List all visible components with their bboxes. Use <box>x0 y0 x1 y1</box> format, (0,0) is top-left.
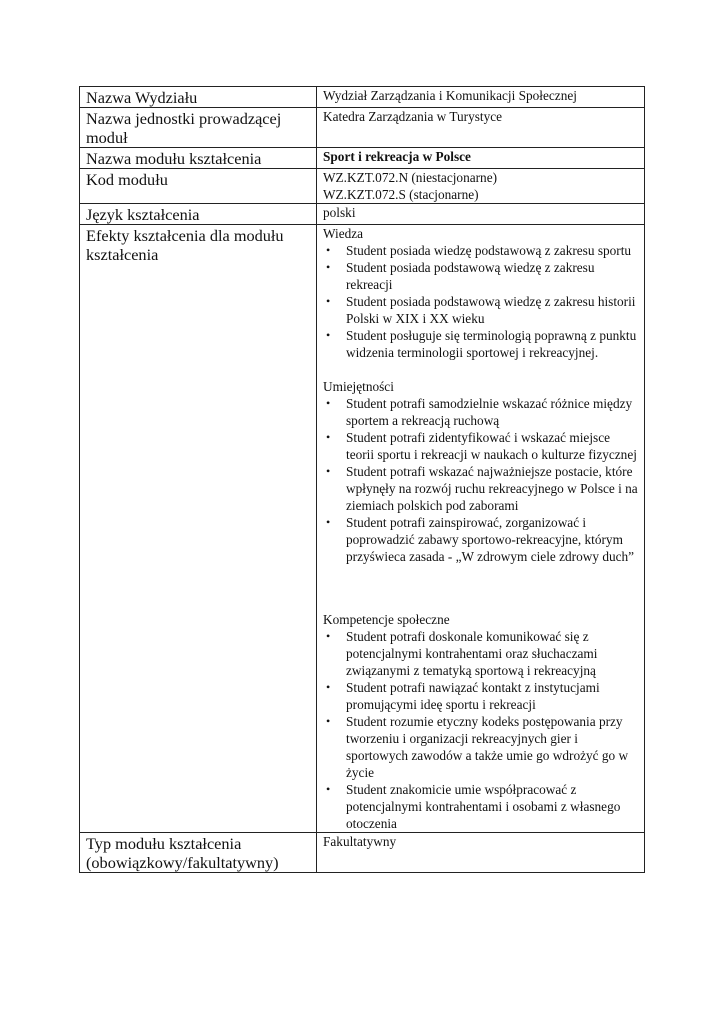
list-item-text: Student potrafi nawiązać kontakt z instytucjami promującymi ideę sportu i rekreacji <box>346 680 600 712</box>
list-item <box>323 713 640 781</box>
list-item-text: Student potrafi wskazać najważniejsze postacie, które wpłynęły na rozwój ruchu rekreacyjnego w Polsce i na ziemiach polskich pod zaborami <box>346 464 638 513</box>
row-faculty <box>80 87 645 108</box>
outcomes-label: Efekty kształcenia dla modułu kształcenia <box>80 225 317 833</box>
list-item <box>323 395 640 429</box>
row-module-name <box>80 148 645 169</box>
list-item-text: Student posiada podstawową wiedzę z zakresu rekreacji <box>346 260 595 292</box>
list-item-text: Student posługuje się terminologią poprawną z punktu widzenia terminologii sportowej i rekreacyjnej. <box>346 328 637 360</box>
language-value: polski <box>317 204 645 225</box>
bullet-icon: • <box>326 294 331 308</box>
module-code-label: Kod modułu <box>80 169 317 204</box>
bullet-icon: • <box>326 782 331 796</box>
type-value: Fakultatywny <box>317 833 645 873</box>
list-item-text: Student potrafi zidentyfikować i wskazać miejsce teorii sportu i rekreacji w naukach o kulturze fizycznej <box>346 430 637 462</box>
spacer <box>323 565 640 611</box>
row-outcomes <box>80 225 645 833</box>
list-item <box>323 781 640 832</box>
unit-value: Katedra Zarządzania w Turystyce <box>317 108 645 148</box>
row-type <box>80 833 645 873</box>
list-item-text: Student potrafi doskonale komunikować się z potencjalnymi kontrahentami oraz słuchaczami związanymi z tematyką sportową i rekreacyjną <box>346 629 598 678</box>
bullet-icon: • <box>326 328 331 342</box>
outcomes-value <box>317 225 645 833</box>
module-name-text: Sport i rekreacja w Polsce <box>323 149 471 164</box>
bullet-icon: • <box>326 515 331 529</box>
faculty-label: Nazwa Wydziału <box>80 87 317 108</box>
faculty-value: Wydział Zarządzania i Komunikacji Społecznej <box>317 87 645 108</box>
row-module-code <box>80 169 645 204</box>
list-item <box>323 514 640 565</box>
row-language <box>80 204 645 225</box>
list-item-text: Student potrafi samodzielnie wskazać różnice między sportem a rekreacją ruchową <box>346 396 633 428</box>
type-label: Typ modułu kształcenia (obowiązkowy/fakultatywny) <box>80 833 317 873</box>
list-item-text: Student znakomicie umie współpracować z potencjalnymi kontrahentami i osobami z własnego otoczenia <box>346 782 621 831</box>
skills-list <box>323 395 640 565</box>
bullet-icon: • <box>326 629 331 643</box>
list-item <box>323 429 640 463</box>
bullet-icon: • <box>326 714 331 728</box>
list-item <box>323 327 640 361</box>
list-item <box>323 463 640 514</box>
list-item <box>323 259 640 293</box>
language-label: Język kształcenia <box>80 204 317 225</box>
spacer <box>323 361 640 378</box>
row-unit <box>80 108 645 148</box>
knowledge-heading: Wiedza <box>323 226 364 241</box>
list-item-text: Student posiada wiedzę podstawową z zakresu sportu <box>346 243 632 258</box>
unit-label: Nazwa jednostki prowadzącej moduł <box>80 108 317 148</box>
module-code-part-time: WZ.KZT.072.N (niestacjonarne) <box>323 170 498 185</box>
bullet-icon: • <box>326 430 331 444</box>
bullet-icon: • <box>326 260 331 274</box>
list-item-text: Student rozumie etyczny kodeks postępowania przy tworzeniu i organizacji rekreacyjnych gier i sportowych zawodów a także umie go wdrożyć go w życie <box>346 714 629 780</box>
module-code-value <box>317 169 645 204</box>
bullet-icon: • <box>326 680 331 694</box>
list-item <box>323 242 640 259</box>
knowledge-list <box>323 242 640 361</box>
social-list <box>323 628 640 832</box>
list-item-text: Student potrafi zainspirować, zorganizować i poprowadzić zabawy sportowo-rekreacyjne, którym przyświeca zasada - „W zdrowym ciele zdrowy duch” <box>346 515 635 564</box>
module-name-value <box>317 148 645 169</box>
skills-heading: Umiejętności <box>323 379 394 394</box>
bullet-icon: • <box>326 396 331 410</box>
list-item <box>323 679 640 713</box>
list-item <box>323 293 640 327</box>
list-item <box>323 628 640 679</box>
bullet-icon: • <box>326 243 331 257</box>
social-heading: Kompetencje społeczne <box>323 612 450 627</box>
list-item-text: Student posiada podstawową wiedzę z zakresu historii Polski w XIX i XX wieku <box>346 294 636 326</box>
bullet-icon: • <box>326 464 331 478</box>
module-name-label: Nazwa modułu kształcenia <box>80 148 317 169</box>
module-description-table <box>79 86 645 873</box>
module-code-full-time: WZ.KZT.072.S (stacjonarne) <box>323 187 479 202</box>
